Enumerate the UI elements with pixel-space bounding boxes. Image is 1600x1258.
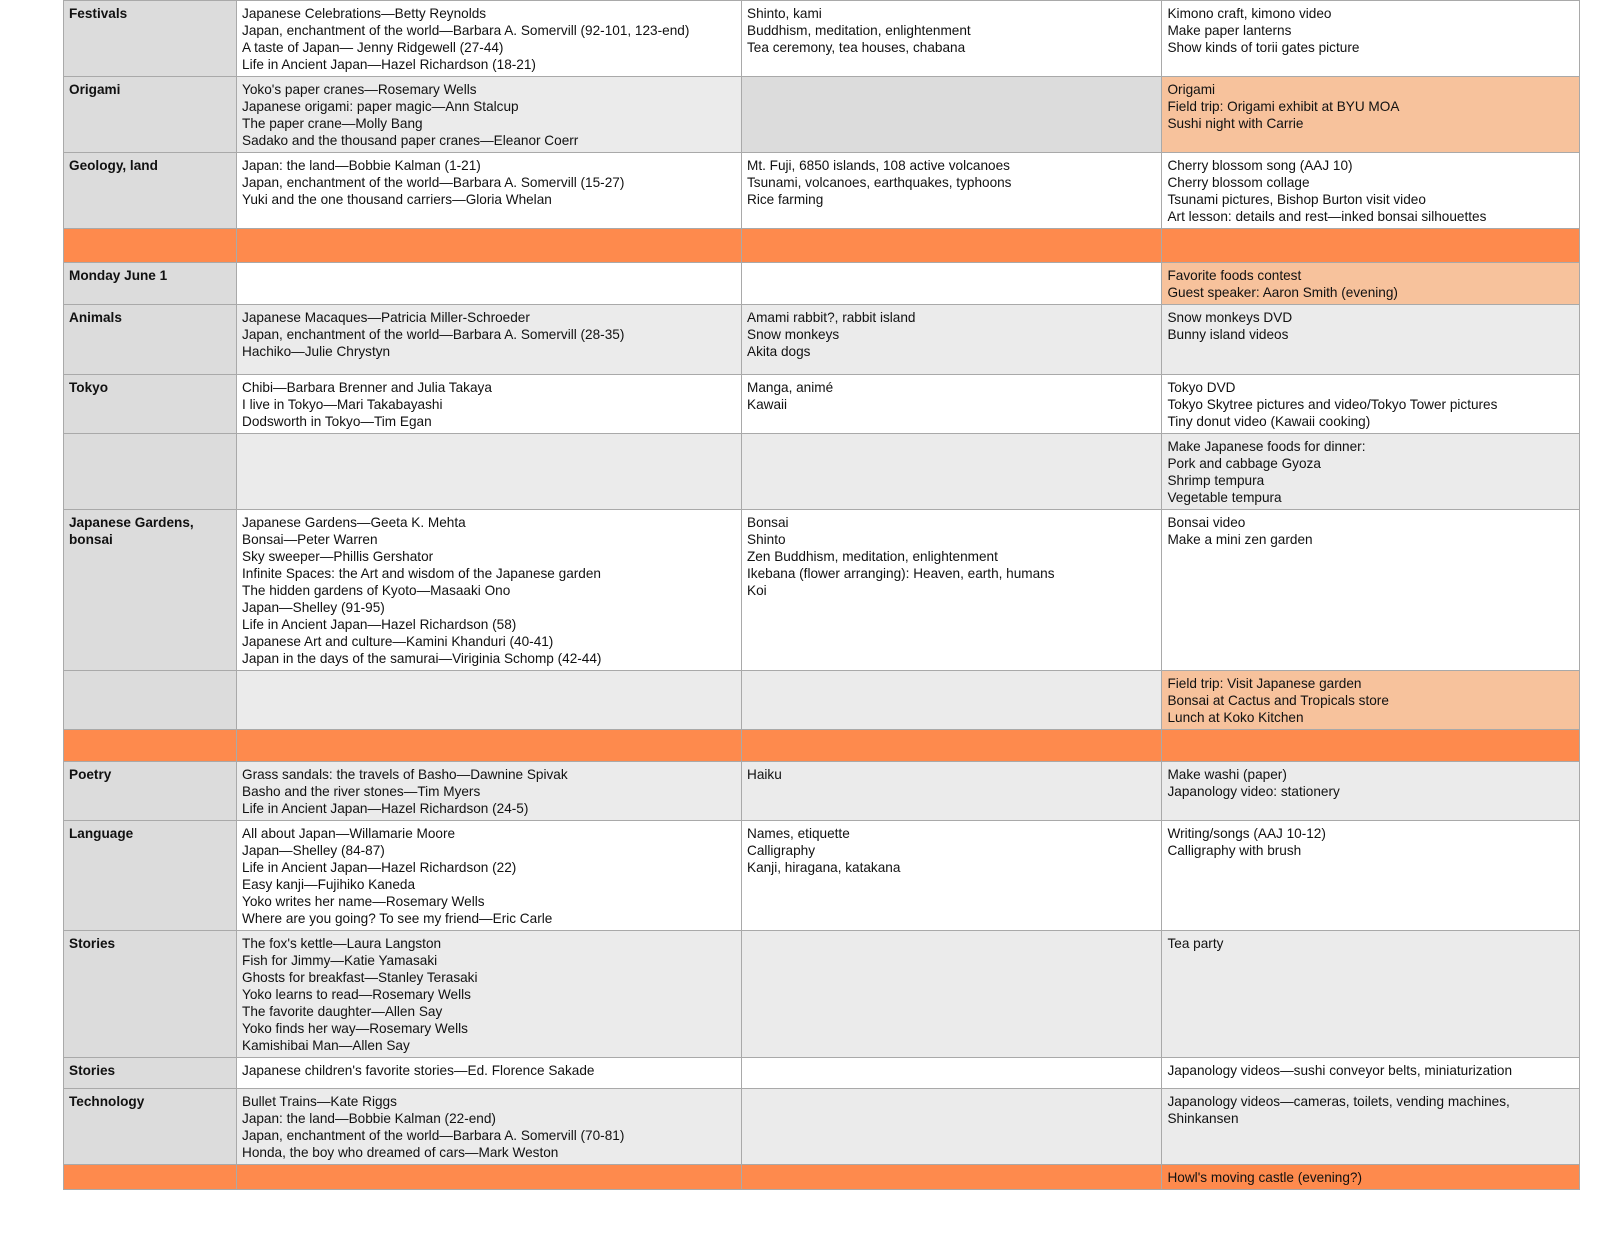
cell-line: Kamishibai Man—Allen Say <box>242 1038 410 1053</box>
cell-line: Names, etiquette <box>747 826 850 841</box>
band-activity-cell: Howl's moving castle (evening?) <box>1162 1165 1580 1190</box>
topics-cell <box>742 153 1162 229</box>
cell-line: Japan, enchantment of the world—Barbara A. Somervill (70-81) <box>242 1128 625 1143</box>
cell-line: Japan, enchantment of the world—Barbara A. Somervill (92-101, 123-end) <box>242 23 690 38</box>
books-cell <box>237 1089 742 1165</box>
row-festivals <box>64 1 1580 77</box>
category-cell: Monday June 1 <box>64 263 237 305</box>
cell-line: Basho and the river stones—Tim Myers <box>242 784 481 799</box>
cell-line: Japan—Shelley (91-95) <box>242 600 385 615</box>
cell-line: Calligraphy with brush <box>1167 843 1302 858</box>
cell-line: Kawaii <box>747 397 788 412</box>
cell-line: Japanese Art and culture—Kamini Khanduri (40-41) <box>242 634 554 649</box>
activities-cell <box>1162 931 1580 1058</box>
cell-line: Tokyo DVD <box>1167 380 1236 395</box>
divider-band <box>64 730 1580 762</box>
cell-line: Tokyo Skytree pictures and video/Tokyo Tower pictures <box>1167 397 1498 412</box>
row-stories <box>64 931 1580 1058</box>
cell-line: Japanology videos—cameras, toilets, vending machines, <box>1167 1094 1510 1109</box>
category-cell: Japanese Gardens, bonsai <box>64 510 237 671</box>
cell-line: Tsunami, volcanoes, earthquakes, typhoons <box>747 175 1012 190</box>
cell-line: Honda, the boy who dreamed of cars—Mark Weston <box>242 1145 559 1160</box>
cell-line: Make washi (paper) <box>1167 767 1287 782</box>
cell-line: I live in Tokyo—Mari Takabayashi <box>242 397 443 412</box>
category-cell: Language <box>64 821 237 931</box>
cell-line: Bunny island videos <box>1167 327 1289 342</box>
cell-line: Yoko learns to read—Rosemary Wells <box>242 987 471 1002</box>
cell-line: Favorite foods contest <box>1167 268 1302 283</box>
cell-line: Shinto, kami <box>747 6 822 21</box>
cell-line: Japan, enchantment of the world—Barbara A. Somervill (28-35) <box>242 327 625 342</box>
cell-line: Life in Ancient Japan—Hazel Richardson (18-21) <box>242 57 536 72</box>
cell-line: Art lesson: details and rest—inked bonsai silhouettes <box>1167 209 1487 224</box>
cell-line: Bullet Trains—Kate Riggs <box>242 1094 397 1109</box>
topics-cell <box>742 1 1162 77</box>
books-cell <box>237 510 742 671</box>
category-cell: Origami <box>64 77 237 153</box>
activities-cell <box>1162 434 1580 510</box>
cell-line: Japan—Shelley (84-87) <box>242 843 385 858</box>
category-cell: Tokyo <box>64 375 237 434</box>
cell-line: Lunch at Koko Kitchen <box>1167 710 1304 725</box>
cell-line: Japan in the days of the samurai—Viriginia Schomp (42-44) <box>242 651 602 666</box>
cell-line: Vegetable tempura <box>1167 490 1282 505</box>
cell-line: Amami rabbit?, rabbit island <box>747 310 916 325</box>
cell-line: Kimono craft, kimono video <box>1167 6 1332 21</box>
cell-line: Kanji, hiragana, katakana <box>747 860 901 875</box>
cell-line: Sushi night with Carrie <box>1167 116 1304 131</box>
cell-line: Japanology video: stationery <box>1167 784 1340 799</box>
activities-cell <box>1162 263 1580 305</box>
topics-cell <box>742 434 1162 510</box>
topics-cell <box>742 671 1162 730</box>
row-animals <box>64 305 1580 375</box>
topics-cell <box>742 1089 1162 1165</box>
books-cell <box>237 77 742 153</box>
cell-line: Ghosts for breakfast—Stanley Terasaki <box>242 970 478 985</box>
activities-cell <box>1162 671 1580 730</box>
cell-line: Akita dogs <box>747 344 811 359</box>
books-cell <box>237 375 742 434</box>
cell-line: Japanese origami: paper magic—Ann Stalcup <box>242 99 519 114</box>
cell-line: Yoko writes her name—Rosemary Wells <box>242 894 485 909</box>
books-cell <box>237 434 742 510</box>
books-cell <box>237 1058 742 1089</box>
cell-line: Yoko's paper cranes—Rosemary Wells <box>242 82 477 97</box>
books-cell <box>237 153 742 229</box>
cell-line: Make paper lanterns <box>1167 23 1292 38</box>
cell-line: Make a mini zen garden <box>1167 532 1313 547</box>
cell-line: Bonsai at Cactus and Tropicals store <box>1167 693 1389 708</box>
cell-line: A taste of Japan— Jenny Ridgewell (27-44) <box>242 40 504 55</box>
cell-line: Shinkansen <box>1167 1111 1239 1126</box>
cell-line: Zen Buddhism, meditation, enlightenment <box>747 549 998 564</box>
cell-line: Japanese children's favorite stories—Ed. Florence Sakade <box>242 1063 595 1078</box>
cell-line: Where are you going? To see my friend—Eric Carle <box>242 911 553 926</box>
category-cell <box>64 434 237 510</box>
books-cell <box>237 1 742 77</box>
category-cell: Animals <box>64 305 237 375</box>
cell-line: Japan: the land—Bobbie Kalman (1-21) <box>242 158 481 173</box>
row-japanese-gardens <box>64 510 1580 671</box>
activities-cell <box>1162 1058 1580 1089</box>
cell-line: The paper crane—Molly Bang <box>242 116 423 131</box>
row-geology <box>64 153 1580 229</box>
books-cell <box>237 821 742 931</box>
cell-line: Haiku <box>747 767 782 782</box>
category-cell: Stories <box>64 931 237 1058</box>
cell-line: Easy kanji—Fujihiko Kaneda <box>242 877 416 892</box>
topics-cell <box>742 1058 1162 1089</box>
divider-band <box>64 1165 1580 1190</box>
cell-line: Japanese Gardens—Geeta K. Mehta <box>242 515 466 530</box>
cell-line: The favorite daughter—Allen Say <box>242 1004 443 1019</box>
cell-line: Japan, enchantment of the world—Barbara A. Somervill (15-27) <box>242 175 625 190</box>
row-poetry <box>64 762 1580 821</box>
activities-cell <box>1162 375 1580 434</box>
cell-line: Tea party <box>1167 936 1224 951</box>
books-cell <box>237 263 742 305</box>
cell-line: Tiny donut video (Kawaii cooking) <box>1167 414 1371 429</box>
cell-line: Pork and cabbage Gyoza <box>1167 456 1321 471</box>
schedule-table <box>63 0 1580 1190</box>
cell-line: Japanese Celebrations—Betty Reynolds <box>242 6 487 21</box>
books-cell <box>237 671 742 730</box>
cell-line: Manga, animé <box>747 380 834 395</box>
row-tokyo <box>64 375 1580 434</box>
topics-cell <box>742 375 1162 434</box>
topics-cell <box>742 762 1162 821</box>
activities-cell <box>1162 1 1580 77</box>
category-cell: Geology, land <box>64 153 237 229</box>
cell-line: Life in Ancient Japan—Hazel Richardson (24-5) <box>242 801 529 816</box>
cell-line: Infinite Spaces: the Art and wisdom of the Japanese garden <box>242 566 601 581</box>
activities-cell <box>1162 762 1580 821</box>
cell-line: The hidden gardens of Kyoto—Masaaki Ono <box>242 583 511 598</box>
activities-cell <box>1162 77 1580 153</box>
category-cell <box>64 671 237 730</box>
cell-line: Cherry blossom song (AAJ 10) <box>1167 158 1353 173</box>
row-stories-2 <box>64 1058 1580 1089</box>
activities-cell <box>1162 305 1580 375</box>
topics-cell <box>742 510 1162 671</box>
cell-line: Field trip: Visit Japanese garden <box>1167 676 1362 691</box>
topics-cell <box>742 821 1162 931</box>
cell-line: Buddhism, meditation, enlightenment <box>747 23 971 38</box>
cell-line: Japan: the land—Bobbie Kalman (22-end) <box>242 1111 496 1126</box>
cell-line: Chibi—Barbara Brenner and Julia Takaya <box>242 380 492 395</box>
category-cell: Stories <box>64 1058 237 1089</box>
cell-line: Mt. Fuji, 6850 islands, 108 active volcanoes <box>747 158 1010 173</box>
cell-line: Koi <box>747 583 767 598</box>
cell-line: Dodsworth in Tokyo—Tim Egan <box>242 414 432 429</box>
cell-line: Sky sweeper—Phillis Gershator <box>242 549 434 564</box>
row-origami <box>64 77 1580 153</box>
activities-cell <box>1162 510 1580 671</box>
cell-line: Japanology videos—sushi conveyor belts, miniaturization <box>1167 1063 1513 1078</box>
row-language <box>64 821 1580 931</box>
cell-line: All about Japan—Willamarie Moore <box>242 826 456 841</box>
cell-line: Yoko finds her way—Rosemary Wells <box>242 1021 468 1036</box>
cell-line: Writing/songs (AAJ 10-12) <box>1167 826 1326 841</box>
category-cell: Poetry <box>64 762 237 821</box>
books-cell <box>237 762 742 821</box>
cell-line: Cherry blossom collage <box>1167 175 1310 190</box>
cell-line: The fox's kettle—Laura Langston <box>242 936 442 951</box>
cell-line: Bonsai <box>747 515 789 530</box>
cell-line: Show kinds of torii gates picture <box>1167 40 1360 55</box>
topics-cell <box>742 77 1162 153</box>
cell-line: Snow monkeys DVD <box>1167 310 1293 325</box>
cell-line: Japanese Macaques—Patricia Miller-Schroeder <box>242 310 530 325</box>
cell-line: Life in Ancient Japan—Hazel Richardson (22) <box>242 860 517 875</box>
cell-line: Field trip: Origami exhibit at BYU MOA <box>1167 99 1400 114</box>
cell-line: Ikebana (flower arranging): Heaven, earth, humans <box>747 566 1055 581</box>
cell-line: Hachiko—Julie Chrystyn <box>242 344 391 359</box>
cell-line: Snow monkeys <box>747 327 840 342</box>
topics-cell <box>742 263 1162 305</box>
cell-line: Make Japanese foods for dinner: <box>1167 439 1366 454</box>
row-monday-june-1 <box>64 263 1580 305</box>
cell-line: Grass sandals: the travels of Basho—Dawnine Spivak <box>242 767 568 782</box>
cell-line: Sadako and the thousand paper cranes—Eleanor Coerr <box>242 133 579 148</box>
row-dinner <box>64 434 1580 510</box>
divider-band <box>64 229 1580 263</box>
cell-line: Origami <box>1167 82 1216 97</box>
row-technology <box>64 1089 1580 1165</box>
cell-line: Yuki and the one thousand carriers—Gloria Whelan <box>242 192 552 207</box>
row-garden-field-trip <box>64 671 1580 730</box>
cell-line: Shinto <box>747 532 786 547</box>
books-cell <box>237 931 742 1058</box>
books-cell <box>237 305 742 375</box>
category-cell: Technology <box>64 1089 237 1165</box>
activities-cell <box>1162 153 1580 229</box>
topics-cell <box>742 305 1162 375</box>
cell-line: Bonsai video <box>1167 515 1246 530</box>
cell-line: Shrimp tempura <box>1167 473 1265 488</box>
topics-cell <box>742 931 1162 1058</box>
cell-line: Tsunami pictures, Bishop Burton visit video <box>1167 192 1426 207</box>
activities-cell <box>1162 821 1580 931</box>
cell-line: Life in Ancient Japan—Hazel Richardson (58) <box>242 617 517 632</box>
cell-line: Rice farming <box>747 192 824 207</box>
category-cell: Festivals <box>64 1 237 77</box>
cell-line: Bonsai—Peter Warren <box>242 532 378 547</box>
cell-line: Guest speaker: Aaron Smith (evening) <box>1167 285 1398 300</box>
activities-cell <box>1162 1089 1580 1165</box>
cell-line: Tea ceremony, tea houses, chabana <box>747 40 966 55</box>
cell-line: Calligraphy <box>747 843 816 858</box>
cell-line: Fish for Jimmy—Katie Yamasaki <box>242 953 438 968</box>
